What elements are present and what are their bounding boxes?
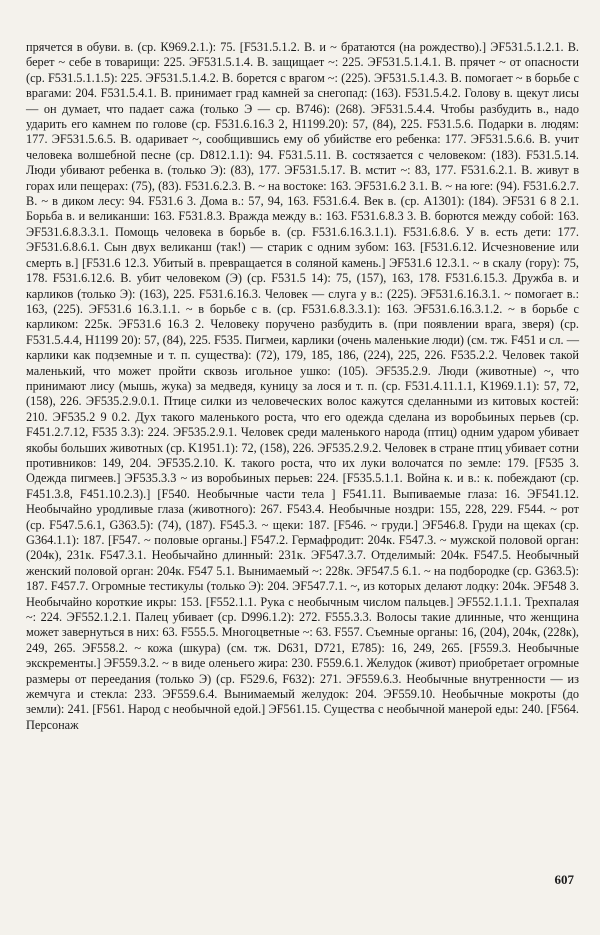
page-number: 607 <box>554 872 574 887</box>
motif-index-text: прячется в обуви. в. (ср. К969.2.1.): 75. [F531.5.1.2. В. и ~ братаются (на рождество).] ЭF531.5.1.2.1. В. берет ~ себе в товарищи: 225. ЭF531.5.1.4. В. защищает ~: 225. ЭF531.5.1.4.1. В. прячет ~ от опасности (ср. F531.5.1.1.5): 225. ЭF531.5.1.4.2. В. борется с врагом ~: (225). ЭF531.5.1.4.3. В. помогает ~ в борьбе с врагами: 204. F531.5.4.1. В. принимает град камней за снегопад: (163). F531.5.4.2. Голову в. щекут лисы — он думает, что падает сажа (только Э — ср. В746): (268). ЭF531.5.4.4. Чтобы разбудить в., надо ударить его камнем по голове (ср. F531.6.16.3 2, H1199.20): 57, (84), 225. F531.5.6. Подарки в. людям: 177. ЭF531.5.6.5. В. одаривает ~, сообщившись ему об убийстве его ребенка: 177. ЭF531.5.6.6. В. учит человека волшебной песне (ср. D812.1.1): 94. F531.5.11. В. состязается с человеком: (183). F531.5.14. Люди убивают ребенка в. (только Э): (83), 177. ЭF531.5.17. В. мстит ~: 83, 177. F531.6.2.1. В. живут в горах или пещерах: (75), (83). F531.6.2.3. В. ~ на востоке: 163. ЭF531.6.2 3.1. В. ~ на юге: (94). F531.6.2.7. В. ~ в диком лесу: 94. F531.6 3. Дома в.: 57, 94, 163. F531.6.4. Век в. (ср. A1301): (184). ЭF531 6 8 2.1. Борьба в. и великанши: 163. F531.8.3. Вражда между в.: 163. F531.6.8.3 3. В. борются между собой: 163. ЭF531.6.8.3.3.1. Помощь человека в борьбе в. (ср. F531.6.16.3.1.1). F531.6.8.6. У в. есть дети: 177. ЭF531.6.8.6.1. Сын двух великанш (так!) — старик с одним зубом: 163. [F531.6.12. Исчезновение или смерть в.] [F531.6 12.3. Убитый в. превращается в соляной камень.] ЭF531.6 12.3.1. ~ в скалу (гору): 75, 178. F531.6.12.6. В. убит человеком (Э) (ср. F531.5 14): 75, (157), 163, 178. F531.6.15.3. Дружба в. и карликов (только Э): (163), 225. F531.6.16.3. Человек — слуга у в.: (225). ЭF531.6.16.3.1. ~ помогает в.: 163, (225). ЭF531.6 16.3.1.1. ~ в борьбе с в. (ср. F531.6.8.3.3.1): 163. ЭF531.6.16.3.1.2. ~ в борьбе с карликом: 225к. ЭF531.6 16.3 2. Человеку поручено разбудить в. (при появлении врага, зверя) (ср. F531.5.4.4, H1199 20): 57, (84), 225. F535. Пигмеи, карлики (очень маленькие люди) (см. тж. F451 и сл. — карлики как подземные и т. п. существа): (72), 179, 185, 186, (224), 225, 226. F535.2.2. Человек такой маленький, что может пройти сквозь игольное ушко: (105). ЭF535.2.9. Люди (животные) ~, что принимают лису (мышь, жука) за медведя, куницу за лося и т. п. (ср. F531.4.11.1.1, K1969.1.1): 57, 72, (158), 226. ЭF535.2.9.0.1. Птице силки из человеческих волос кажутся сделанными из китовых костей: 210. ЭF535.2 9 0.2. Дух такого маленького роста, что его одежда сделана из воробьиных перьев (ср. F451.2.7.12, F535 3.3): 224. ЭF535.2.9.1. Человек среди маленького народа (птиц) одним ударом убивает якобы больших животных (ср. K1951.1): 72, (158), 226. ЭF535.2.9.2. Человек в стране птиц убивает сотни противников: 149, 204. ЭF535.2.10. К. такого роста, что их луки волочатся по земле: 179. [F535 3. Одежда пигмеев.] ЭF535.3.3 ~ из воробьиных перьев: 224. [F535.5.1.1. Война к. и в.: к. побеждают (ср. F451.3.8, F451.10.2.3).] [F540. Необычные части тела ] F541.11. Выпиваемые глаза: 16. ЭF541.12. Необычайно уродливые глаза (животного): 267. F543.4. Необычные ноздри: 155, 228, 229. F544. ~ рот (ср. F547.5.6.1, G363.5): (74), (187). F545.3. ~ щеки: 187. [F546. ~ груди.] ЭF546.8. Груди на щеках (ср. G364.1.1): 187. [F547. ~ половые органы.] F547.2. Гермафродит: 204к. F547.3. ~ мужской половой орган: (204к), 231к. F547.3.1. Необычайно длинный: 231к. ЭF547.3.7. Отделимый: 204к. F547.5. Необычный женский половой орган: 204к. F547 5.1. Вынимаемый ~: 228к. ЭF547.5 6.1. ~ на подбородке (ср. G363.5): 187. F457.7. Огромные тестикулы (только Э): 204. ЭF547.7.1. ~, из которых делают лодку: 204к. ЭF548 3. Необычайно короткие икры: 153. [F552.1.1. Рука с необычным числом пальцев.] ЭF552.1.1.1. Трехпалая ~: 224. ЭF552.1.2.1. Палец убивает (ср. D996.1.2): 272. F555.3.3. Волосы такие длинные, что женщина может завернуться в них: 63. F555.5. Многоцветные ~: 63. F557. Съемные органы: 16, (204), 204к, (228к), 249, 265. ЭF558.2. ~ кожа (шкура) (см. тж. D631, D721, E785): 16, 249, 265. [F559.3. Необычные экскременты.] ЭF559.3.2. ~ в виде оленьего жира: 230. F559.6.1. Желудок (живот) приобретает огромные размеры от переедания (только Э) (ср. F529.6, F632): 271. ЭF559.6.3. Необычные внутренности — из жемчуга и стекла: 233. ЭF559.6.4. Вынимаемый желудок: 204. ЭF559.10. Необычные мокроты (до земли): 241. [F561. Народ с необычной едой.] ЭF561.15. Существа с необычной манерой еды: 240. [F564. Персонаж <box>26 40 579 732</box>
page-content <box>26 40 579 733</box>
